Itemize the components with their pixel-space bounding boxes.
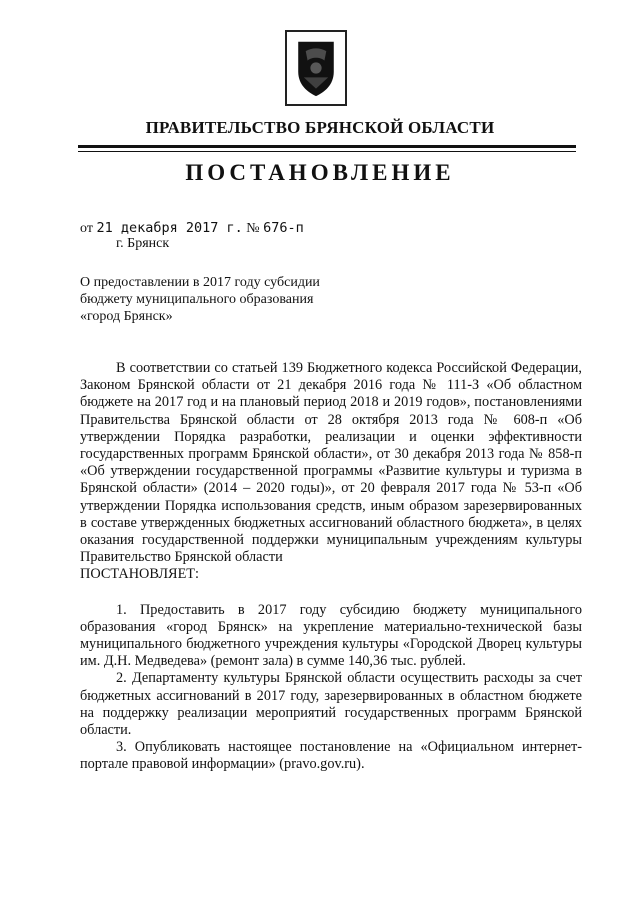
- header-rule-thick: [78, 145, 576, 148]
- subject-line: О предоставлении в 2017 году субсидии: [80, 275, 320, 290]
- clause-paragraph: 3. Опубликовать настоящее постановление на «Официальном интернет-портале правовой информации» (pravo.gov.ru).: [80, 739, 582, 773]
- clause-paragraph: 1. Предоставить в 2017 году субсидию бюджету муниципального образования «город Брянск» на укрепление материально-технической базы муниципального бюджетного учреждения культуры «Городской Дворец культуры им. Д.Н. Медведева» (ремонт зала) в сумме 140,36 тыс. рублей.: [80, 601, 582, 670]
- header-rule-thin: [78, 151, 576, 152]
- clause-paragraph: 2. Департаменту культуры Брянской области осуществить расходы за счет бюджетных ассигнований в 2017 году, зарезервированных в областном бюджете на поддержку реализации мероприятий государственных программ Брянской области.: [80, 670, 582, 739]
- document-body: [80, 360, 582, 774]
- coat-of-arms-icon: [285, 30, 347, 106]
- city: г. Брянск: [116, 236, 170, 251]
- document-type: ПОСТАНОВЛЕНИЕ: [185, 160, 455, 185]
- document-number: 676-п: [263, 220, 304, 236]
- government-title: ПРАВИТЕЛЬСТВО БРЯНСКОЙ ОБЛАСТИ: [145, 118, 495, 137]
- resolves-heading: ПОСТАНОВЛЯЕТ:: [80, 566, 200, 583]
- preamble-paragraph: В соответствии со статьей 139 Бюджетного кодекса Российской Федерации, Законом Брянской области от 21 декабря 2016 года № 111-З «Об областном бюджете на 2017 год и на плановый период 2018 и 2019 годов», постановлениями Правительства Брянской области от 28 октября 2013 года № 608-п «Об утверждении Порядка разработки, реализации и оценки эффективности государственных программ Брянской области», от 30 декабря 2013 года № 858-п «Об утверждении государственной программы «Развитие культуры и туризма в Брянской области» (2014 – 2020 годы)», от 20 февраля 2017 года № 53-п «Об утверждении Порядка использования средств, иным образом зарезервированных в составе утвержденных бюджетных ассигнований областного бюджета», в целях оказания государственной поддержки муниципальным учреждениям культуры Правительство Брянской области: [80, 360, 582, 566]
- subject-line: «город Брянск»: [80, 309, 173, 324]
- number-sign: №: [246, 221, 260, 236]
- subject-line: бюджету муниципального образования: [80, 292, 314, 307]
- date-prefix: от: [80, 221, 93, 236]
- date-value: 21 декабря 2017 г.: [96, 220, 243, 236]
- document-date-number: [80, 220, 304, 237]
- document-subject: [80, 274, 380, 325]
